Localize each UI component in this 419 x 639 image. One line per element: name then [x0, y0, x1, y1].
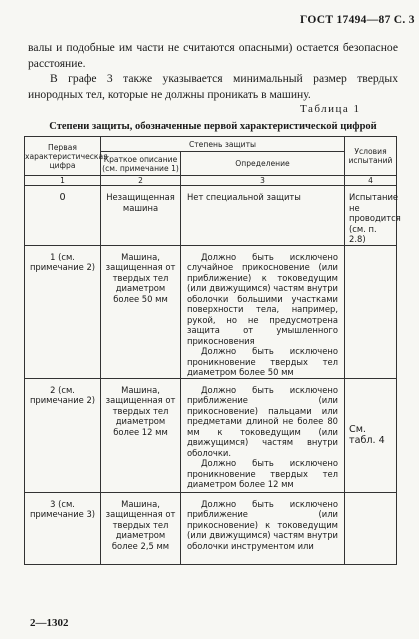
- table-number: Таблица 1: [300, 103, 361, 115]
- row-definition: [181, 245, 345, 378]
- definition-paragraph: Должно быть исключено приближение (или прикосновение) пальцами или предметами длиной не более 80 мм к токоведущим (или движущимся) частям внутри оболочки.: [187, 384, 338, 458]
- row-digit: 2 (см. примечание 2): [25, 378, 101, 492]
- header-first-digit: Первая характеристическая цифра: [25, 137, 101, 176]
- col-number: 3: [181, 176, 345, 186]
- row-test-conditions: [345, 492, 397, 564]
- row-short-description: Машина, защищенная от твердых тел диаметром более 50 мм: [101, 245, 181, 378]
- row-short-description: Незащищенная машина: [101, 186, 181, 246]
- standard-header: ГОСТ 17494—87 С. 3: [300, 14, 415, 26]
- definition-paragraph: Нет специальной защиты: [187, 192, 301, 202]
- row-test-conditions: [345, 245, 397, 378]
- row-digit: 1 (см. примечание 2): [25, 245, 101, 378]
- print-code: 2—1302: [30, 617, 69, 629]
- table-caption: Степени защиты, обозначенные первой характеристической цифрой: [49, 121, 377, 132]
- table-row: [25, 245, 397, 378]
- col-number: 2: [101, 176, 181, 186]
- col-number: 1: [25, 176, 101, 186]
- definition-paragraph: Должно быть исключено проникновение твердых тел диаметром более 50 мм: [187, 346, 338, 377]
- definition-paragraph: Должно быть исключено приближение (или прикосновение) к токоведущим (или движущимся) частям внутри оболочки инструментом или: [187, 498, 338, 551]
- header-short-description: Краткое описание (см. примечание 1): [101, 152, 181, 176]
- row-definition: [181, 378, 345, 492]
- definition-paragraph: Должно быть исключено случайное прикосновение (или приближение) к токоведущим (или движущимся) частям внутри оболочки большими участками поверхности тела, например, рукой, но не предусмотрена защита от умышленного прикосновения: [187, 251, 338, 346]
- row-test-conditions: См. табл. 4: [345, 378, 397, 492]
- table-row: [25, 186, 397, 246]
- protection-degree-table: [24, 136, 401, 565]
- row-digit: 3 (см. примечание 3): [25, 492, 101, 564]
- row-definition: [181, 186, 345, 246]
- row-short-description: Машина, защищенная от твердых тел диаметром более 2,5 мм: [101, 492, 181, 564]
- header-protection-group: Степень защиты: [101, 137, 345, 152]
- paragraph-continuation: валы и подобные им части не считаются опасными) остается безопасное расстояние.: [28, 41, 398, 70]
- definition-paragraph: Должно быть исключено проникновение твердых тел диаметром более 12 мм: [187, 458, 338, 489]
- header-definition: Определение: [181, 152, 345, 176]
- table-row: [25, 378, 397, 492]
- row-test-conditions: Испытание не проводится (см. п. 2.8): [345, 186, 397, 246]
- row-short-description: Машина, защищенная от твердых тел диаметром более 12 мм: [101, 378, 181, 492]
- col-number: 4: [345, 176, 397, 186]
- paragraph-column3-note: В графе 3 также указывается минимальный размер твердых инородных тел, которые не должны проникать в машину.: [28, 72, 398, 101]
- header-test-conditions: Условия испытаний: [345, 137, 397, 176]
- row-digit: 0: [25, 186, 101, 246]
- table-row: [25, 492, 397, 564]
- row-definition: [181, 492, 345, 564]
